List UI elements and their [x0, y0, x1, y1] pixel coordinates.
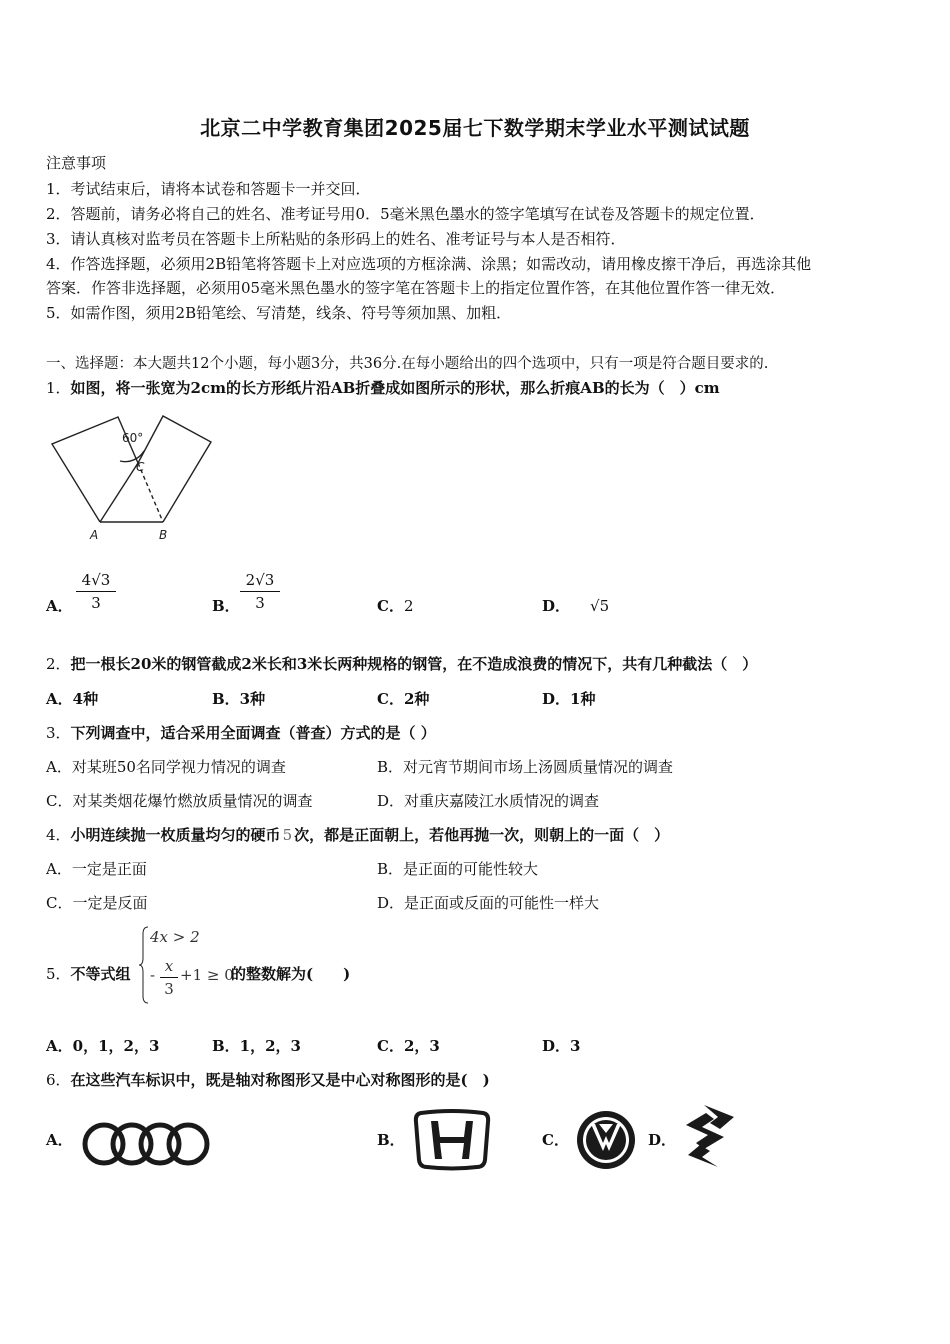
option-b: B．是正面的可能性较大: [377, 860, 539, 878]
question-3: [46, 722, 436, 743]
system-brace: [138, 926, 150, 1004]
option-a: A．对某班50名同学视力情况的调查: [46, 758, 286, 776]
question-text: 把一根长20米的钢管截成2米长和3米长两种规格的钢管，在不造成浪费的情况下，共有几种截法（ ）: [70, 655, 758, 673]
option-d: [542, 595, 609, 616]
option-d: D．对重庆嘉陵江水质情况的调查: [377, 792, 600, 810]
inequality-2-fraction: [160, 957, 178, 998]
option-c: C．2，3: [377, 1037, 440, 1055]
notice-item: 4．作答选择题，必须用2B铅笔将答题卡上对应选项的方框涂满、涂黑；如需改动，请用橡皮擦干净后，再选涂其他: [46, 255, 812, 273]
question-2: [46, 653, 757, 674]
option-label: C．: [377, 597, 404, 615]
option-c: [377, 595, 414, 616]
option-label: C．: [542, 1131, 569, 1149]
option-c: C．一定是反面: [46, 894, 148, 912]
fold-figure: [48, 415, 218, 545]
option-label: A．: [46, 597, 73, 615]
question-4: [46, 824, 669, 845]
question-text: 不等式组: [70, 965, 131, 983]
fraction-denominator: 3: [164, 980, 174, 998]
point-a-label: A: [90, 528, 99, 542]
notice-heading: 注意事项: [46, 154, 107, 172]
option-c: C．对某类烟花爆竹燃放质量情况的调查: [46, 792, 313, 810]
fraction-denominator: 3: [91, 594, 101, 612]
fraction-option-b: [240, 571, 280, 612]
question-number: 5．: [46, 965, 71, 983]
notice-item: 3．请认真核对监考员在答题卡上所粘贴的条形码上的姓名、准考证号与本人是否相符．: [46, 230, 626, 248]
question-text: 的整数解为( ): [231, 965, 351, 983]
section-heading: 一、选择题：本大题共12个小题，每小题3分，共36分.在每小题给出的四个选项中，只有一项是符合题目要求的.: [46, 356, 769, 372]
option-a: A．4种: [46, 690, 99, 708]
question-number: 4．: [46, 826, 71, 844]
option-value: √5: [590, 597, 610, 615]
fraction-numerator: x: [164, 957, 174, 975]
fraction-bar: [76, 591, 116, 592]
audi-logo-icon: [80, 1120, 212, 1168]
inequality-2-sign: -: [150, 966, 156, 984]
notice-item: 2．答题前，请务必将自己的姓名、准考证号用0．5毫米黑色墨水的签字笔填写在试卷及答题卡的规定位置．: [46, 205, 765, 223]
question-text: 次，都是正面朝上，若他再抛一次，则朝上的一面（ ）: [294, 826, 670, 844]
option-value: 2: [403, 597, 414, 615]
inequality-2-rest: +1 ≥ 0: [180, 966, 234, 984]
question-5-prefix: [46, 963, 131, 984]
question-number: 2．: [46, 655, 71, 673]
point-b-label: B: [159, 528, 168, 542]
option-label: A．: [46, 1131, 73, 1149]
question-1: [46, 377, 720, 398]
question-text: 小明连续抛一枚质量均匀的硬币: [70, 826, 281, 844]
suzuki-logo-icon: [684, 1103, 736, 1169]
question-6: [46, 1069, 490, 1090]
notice-item: 1．考试结束后，请将本试卷和答题卡一并交回．: [46, 180, 371, 198]
option-c: C．2种: [377, 690, 430, 708]
option-d: D．3: [542, 1037, 581, 1055]
notice-item: 5．如需作图，须用2B铅笔绘、写清楚，线条、符号等须加黑、加粗．: [46, 304, 512, 322]
fraction-bar: [160, 977, 178, 978]
fraction-option-a: [76, 571, 116, 612]
angle-label: 60°: [122, 431, 144, 445]
option-d: D．是正面或反面的可能性一样大: [377, 894, 600, 912]
coin-count: 5: [282, 826, 293, 844]
honda-logo-icon: [413, 1110, 491, 1170]
volkswagen-logo-icon: [574, 1109, 638, 1171]
question-text: 下列调查中，适合采用全面调查（普查）方式的是（ ）: [70, 724, 436, 742]
option-label: B．: [377, 1131, 405, 1149]
page-title: 北京二中学教育集团2025届七下数学期末学业水平测试试题: [200, 116, 750, 140]
option-b: B．1，2，3: [212, 1037, 301, 1055]
inequality-1: 4x > 2: [150, 928, 200, 946]
fraction-numerator: 4√3: [81, 571, 111, 589]
option-b: B．3种: [212, 690, 266, 708]
option-label: D．: [648, 1131, 677, 1149]
point-c-label: C: [136, 460, 145, 474]
question-text: 如图，将一张宽为2cm的长方形纸片沿AB折叠成如图所示的形状，那么折痕AB的长为（ ）cm: [70, 379, 720, 397]
notice-item: 答案．作答非选择题，必须用05毫米黑色墨水的签字笔在答题卡上的指定位置作答，在其他位置作答一律无效．: [46, 279, 786, 297]
option-a: A．0，1，2，3: [46, 1037, 160, 1055]
fraction-numerator: 2√3: [245, 571, 275, 589]
option-label: B．: [212, 597, 240, 615]
option-label: D．: [542, 597, 571, 615]
option-b: B．对元宵节期间市场上汤圆质量情况的调查: [377, 758, 674, 776]
question-number: 3．: [46, 724, 71, 742]
option-d: D．1种: [542, 690, 596, 708]
question-number: 6．: [46, 1071, 71, 1089]
fraction-denominator: 3: [255, 594, 265, 612]
question-number: 1．: [46, 379, 71, 397]
option-a: A．一定是正面: [46, 860, 147, 878]
question-text: 在这些汽车标识中，既是轴对称图形又是中心对称图形的是( ): [70, 1071, 490, 1089]
fraction-bar: [240, 591, 280, 592]
